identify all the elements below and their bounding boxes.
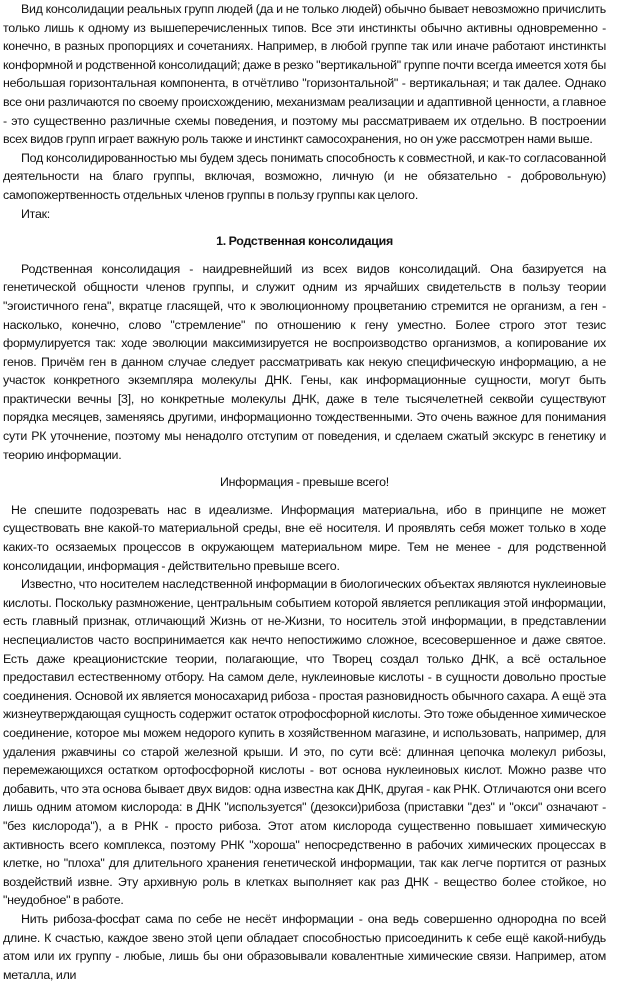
paragraph-info-3: Нить рибоза-фосфат сама по себе не несёт информации - она ведь совершенно однородна по всей длине. К счастью, каждое звено этой цепи обладает способностью присоединить к себе ещё какой-нибудь атом или их группу - любые, лишь бы они образовывали ковалентные химические связи. Например, атом металла, или xyxy=(3,911,606,982)
subsection-title: Информация - превыше всего! xyxy=(220,475,389,490)
paragraph-info-2: Известно, что носителем наследственной информации в биологических объектах являются нуклеиновые кислоты. Поскольку размножение, центральным событием которой является репликация этой информации, есть главный признак, отличающий Жизнь от не-Жизни, то носитель этой информации, в представлении неспециалистов часто воспринимается как нечто непостижимо сложное, всесовершенное и даже святое. Есть даже креационистские теории, полагающие, что Творец создал только ДНК, а всё остальное предоставил естественному отбору. На самом деле, нуклеиновые кислоты - в сущности довольно простые соединения. Основой их является моносахарид рибоза - простая разновидность обычного сахара. А ещё эта жизнеутверждающая сущность содержит остаток отрофосфорной кислоты. Это тоже обыденное химическое соединение, которое мы можем недорого купить в хозяйственном магазине, и использовать, например, для удаления ржавчины со старой железной крыши. И это, по сути всё: длинная цепочка молекул рибозы, перемежающихся остатком ортофосфорной кислоты - вот основа нуклеиновых кислот. Можно разве что добавить, что эта основа бывает двух видов: одна известна как ДНК, другая - как РНК. Отличаются они всего лишь одним атомом кислорода: в ДНК "используется" (дезокси)рибоза (приставки "дез" и "окси" означают - "без кислорода"), а в РНК - просто рибоза. Этот атом кислорода существенно повышает химическую активность всего комплекса, поэтому РНК "хороша" непосредственно в рабочих химических процессах в клетке, но "плоха" для длительного хранения генетической информации, так как легче портится от разных воздействий извне. Эту архивную роль в клетках выполняет как раз ДНК - вещество более стойкое, но "неудобное" в работе. xyxy=(3,577,606,908)
paragraph-section: Родственная консолидация - наидревнейший из всех видов консолидаций. Она базируется на генетической общности членов группы, и служит одним из ярчайших свидетельств в пользу теории "эгоистичного гена", вкратце гласящей, что к эволюционному процветанию стремится не организм, а ген - насколько, конечно, слово "стремление" по отношению к гену уместно. Более строго этот тезис формулируется так: ходе эволюции максимизируется не воспроизводство организмов, а копирование их генов. Причём ген в данном случае следует рассматривать как некую специфическую информацию, а не участок конкретного экземпляра молекулы ДНК. Гены, как информационные сущности, могут быть практически вечны [3], но конкретные молекулы ДНК, даже в теле тысячелетней секвойи существуют порядка месяцев, заменяясь другими, информационно тождественными. Это очень важное для понимания сути РК уточнение, поэтому мы ненадолго отступим от поведения, и сделаем сжатый экскурс в генетику и теорию информации. xyxy=(3,261,606,462)
section-title: 1. Родственная консолидация xyxy=(216,234,393,249)
document-page xyxy=(3,0,606,984)
paragraph-intro-1: Вид консолидации реальных групп людей (да и не только людей) обычно бывает невозможно причислить только лишь к одному из вышеперечисленных типов. Все эти инстинкты обычно активны одновременно - конечно, в разных пропорциях и сочетаниях. Например, в любой группе так или иначе работают инстинкты конформной и родственной консолидаций; даже в резко "вертикальной" группе почти всегда имеется хотя бы небольшая горизонтальная компонента, в отчётливо "горизонтальной" - вертикальная; и так далее. Однако все они различаются по своему происхождению, механизмам реализации и адаптивной ценности, а главное - это существенно различные схемы поведения, и поэтому мы рассматриваем их отдельно. В построении всех видов групп играет важную роль также и инстинкт самосохранения, но он уже рассмотрен нами выше. xyxy=(3,2,606,147)
paragraph-info-1: Не спешите подозревать нас в идеализме. Информация материальна, ибо в принципе не может существовать вне какой-то материальной среды, вне её носителя. И проявлять себя может только в ходе каких-то осязаемых процессов в окружающем материальном мире. Тем не менее - для родственной консолидации, информация - действительно превыше всего. xyxy=(3,502,606,573)
paragraph-intro-3: Итак: xyxy=(21,206,50,221)
paragraph-intro-2: Под консолидированностью мы будем здесь понимать способность к совместной, и как-то согласованной деятельности на благо группы, включая, возможно, личную (и не обязательно - добровольную) самопожертвенность отдельных членов группы в пользу группы как целого. xyxy=(3,150,606,202)
